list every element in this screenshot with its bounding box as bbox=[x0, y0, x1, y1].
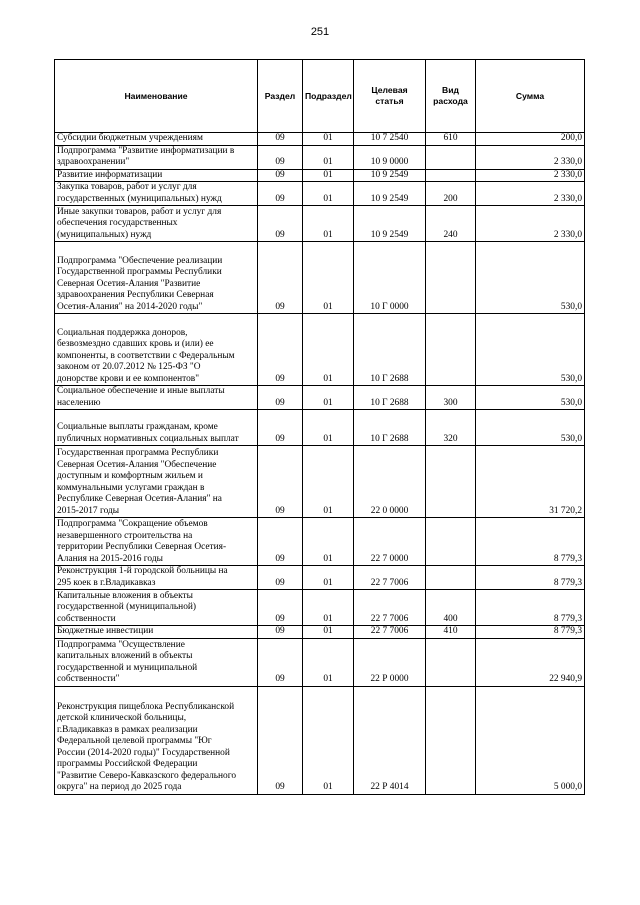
row-name: Подпрограмма "Сокращение объемов незавершенного строительства на территории Республики Северная Осетия- Алания на 2015-2016 годы bbox=[55, 518, 258, 566]
row-subsection: 01 bbox=[303, 133, 354, 146]
row-subsection: 01 bbox=[303, 566, 354, 590]
row-amount: 530,0 bbox=[476, 314, 585, 386]
row-amount: 8 779,3 bbox=[476, 518, 585, 566]
row-subsection: 01 bbox=[303, 169, 354, 182]
row-subsection: 01 bbox=[303, 626, 354, 639]
row-target-code: 22 7 0000 bbox=[354, 518, 426, 566]
row-amount: 530,0 bbox=[476, 242, 585, 314]
row-section: 09 bbox=[258, 386, 303, 410]
row-expense-type bbox=[426, 686, 476, 794]
row-amount: 8 779,3 bbox=[476, 626, 585, 639]
header-name: Наименование bbox=[55, 60, 258, 133]
row-target-code: 10 7 2540 bbox=[354, 133, 426, 146]
row-amount: 22 940,9 bbox=[476, 638, 585, 686]
row-expense-type bbox=[426, 242, 476, 314]
table-row bbox=[55, 626, 585, 639]
row-target-code: 10 Г 2688 bbox=[354, 410, 426, 446]
row-expense-type bbox=[426, 169, 476, 182]
header-target: Целевая статья bbox=[354, 60, 426, 133]
row-section: 09 bbox=[258, 182, 303, 206]
row-amount: 5 000,0 bbox=[476, 686, 585, 794]
table-row bbox=[55, 242, 585, 314]
row-name: Субсидии бюджетным учреждениям bbox=[55, 133, 258, 146]
row-target-code: 22 Р 0000 bbox=[354, 638, 426, 686]
row-amount: 530,0 bbox=[476, 410, 585, 446]
row-section: 09 bbox=[258, 410, 303, 446]
row-name: Социальные выплаты гражданам, кроме публичных нормативных социальных выплат bbox=[55, 410, 258, 446]
table-row bbox=[55, 518, 585, 566]
row-subsection: 01 bbox=[303, 386, 354, 410]
row-name: Подпрограмма "Осуществление капитальных вложений в объекты государственной и муниципальной собственности" bbox=[55, 638, 258, 686]
row-amount: 2 330,0 bbox=[476, 145, 585, 169]
table-row bbox=[55, 182, 585, 206]
row-name: Бюджетные инвестиции bbox=[55, 626, 258, 639]
row-amount: 31 720,2 bbox=[476, 446, 585, 518]
row-section: 09 bbox=[258, 590, 303, 626]
row-target-code: 10 9 0000 bbox=[354, 145, 426, 169]
page-number: 251 bbox=[310, 26, 330, 38]
table-row bbox=[55, 590, 585, 626]
row-name: Подпрограмма "Обеспечение реализации Государственной программы Республики Северная Осетия-Алания "Развитие здравоохранения Республики Северная Осетия-Алания" на 2014-2020 годы" bbox=[55, 242, 258, 314]
row-subsection: 01 bbox=[303, 242, 354, 314]
row-section: 09 bbox=[258, 169, 303, 182]
row-expense-type: 320 bbox=[426, 410, 476, 446]
row-amount: 2 330,0 bbox=[476, 169, 585, 182]
row-expense-type bbox=[426, 314, 476, 386]
row-amount: 8 779,3 bbox=[476, 566, 585, 590]
row-subsection: 01 bbox=[303, 446, 354, 518]
row-section: 09 bbox=[258, 206, 303, 242]
row-section: 09 bbox=[258, 518, 303, 566]
row-expense-type: 300 bbox=[426, 386, 476, 410]
row-expense-type: 610 bbox=[426, 133, 476, 146]
row-name: Подпрограмма "Развитие информатизации в здравоохранении" bbox=[55, 145, 258, 169]
row-section: 09 bbox=[258, 566, 303, 590]
row-target-code: 22 7 7006 bbox=[354, 626, 426, 639]
row-name: Социальное обеспечение и иные выплаты населению bbox=[55, 386, 258, 410]
table-row bbox=[55, 206, 585, 242]
row-target-code: 22 0 0000 bbox=[354, 446, 426, 518]
budget-table bbox=[54, 59, 585, 795]
row-subsection: 01 bbox=[303, 314, 354, 386]
row-target-code: 10 9 2549 bbox=[354, 182, 426, 206]
row-expense-type bbox=[426, 566, 476, 590]
row-subsection: 01 bbox=[303, 638, 354, 686]
table-row bbox=[55, 566, 585, 590]
row-amount: 2 330,0 bbox=[476, 182, 585, 206]
row-section: 09 bbox=[258, 314, 303, 386]
row-target-code: 10 Г 0000 bbox=[354, 242, 426, 314]
row-section: 09 bbox=[258, 446, 303, 518]
row-target-code: 10 Г 2688 bbox=[354, 386, 426, 410]
header-expense-type: Вид расхода bbox=[426, 60, 476, 133]
row-target-code: 22 Р 4014 bbox=[354, 686, 426, 794]
table-row bbox=[55, 686, 585, 794]
row-name: Реконструкция 1-й городской больницы на 295 коек в г.Владикавказ bbox=[55, 566, 258, 590]
row-expense-type bbox=[426, 446, 476, 518]
table-row bbox=[55, 133, 585, 146]
row-name: Государственная программа Республики Северная Осетия-Алания "Обеспечение доступным и комфортным жильем и коммунальными услугами граждан в Республике Северная Осетия-Алания" на 2015-2017 годы bbox=[55, 446, 258, 518]
row-target-code: 10 Г 2688 bbox=[354, 314, 426, 386]
row-target-code: 10 9 2549 bbox=[354, 206, 426, 242]
row-amount: 8 779,3 bbox=[476, 590, 585, 626]
row-section: 09 bbox=[258, 145, 303, 169]
row-target-code: 22 7 7006 bbox=[354, 566, 426, 590]
row-name: Реконструкция пищеблока Республиканской детской клинической больницы, г.Владикавказ в рамках реализации Федеральной целевой программы "Юг России (2014-2020 годы)" Государственной программы Российской Федерации "Развитие Северо-Кавказского федерального округа" на период до 2025 года bbox=[55, 686, 258, 794]
row-subsection: 01 bbox=[303, 410, 354, 446]
row-expense-type: 400 bbox=[426, 590, 476, 626]
row-expense-type: 410 bbox=[426, 626, 476, 639]
row-subsection: 01 bbox=[303, 182, 354, 206]
row-target-code: 10 9 2549 bbox=[354, 169, 426, 182]
row-section: 09 bbox=[258, 686, 303, 794]
row-section: 09 bbox=[258, 242, 303, 314]
row-amount: 530,0 bbox=[476, 386, 585, 410]
row-target-code: 22 7 7006 bbox=[354, 590, 426, 626]
row-expense-type bbox=[426, 145, 476, 169]
table-row bbox=[55, 410, 585, 446]
table-header-row bbox=[55, 60, 585, 133]
row-section: 09 bbox=[258, 133, 303, 146]
table-row bbox=[55, 145, 585, 169]
header-amount: Сумма bbox=[476, 60, 585, 133]
row-subsection: 01 bbox=[303, 590, 354, 626]
row-section: 09 bbox=[258, 638, 303, 686]
header-subsection: Подраздел bbox=[303, 60, 354, 133]
row-subsection: 01 bbox=[303, 145, 354, 169]
row-name: Развитие информатизации bbox=[55, 169, 258, 182]
row-expense-type: 240 bbox=[426, 206, 476, 242]
row-subsection: 01 bbox=[303, 518, 354, 566]
row-expense-type bbox=[426, 638, 476, 686]
row-amount: 2 330,0 bbox=[476, 206, 585, 242]
row-name: Капитальные вложения в объекты государственной (муниципальной) собственности bbox=[55, 590, 258, 626]
row-expense-type: 200 bbox=[426, 182, 476, 206]
table-row bbox=[55, 638, 585, 686]
row-section: 09 bbox=[258, 626, 303, 639]
row-subsection: 01 bbox=[303, 206, 354, 242]
row-expense-type bbox=[426, 518, 476, 566]
header-section: Раздел bbox=[258, 60, 303, 133]
table-row bbox=[55, 169, 585, 182]
table-row bbox=[55, 386, 585, 410]
row-subsection: 01 bbox=[303, 686, 354, 794]
row-name: Социальная поддержка доноров, безвозмездно сдавших кровь и (или) ее компоненты, в соответствии с Федеральным законом от 20.07.2012 № 125-ФЗ "О донорстве крови и ее компонентов" bbox=[55, 314, 258, 386]
row-name: Закупка товаров, работ и услуг для государственных (муниципальных) нужд bbox=[55, 182, 258, 206]
table-row bbox=[55, 314, 585, 386]
row-name: Иные закупки товаров, работ и услуг для обеспечения государственных (муниципальных) нужд bbox=[55, 206, 258, 242]
row-amount: 200,0 bbox=[476, 133, 585, 146]
table-row bbox=[55, 446, 585, 518]
